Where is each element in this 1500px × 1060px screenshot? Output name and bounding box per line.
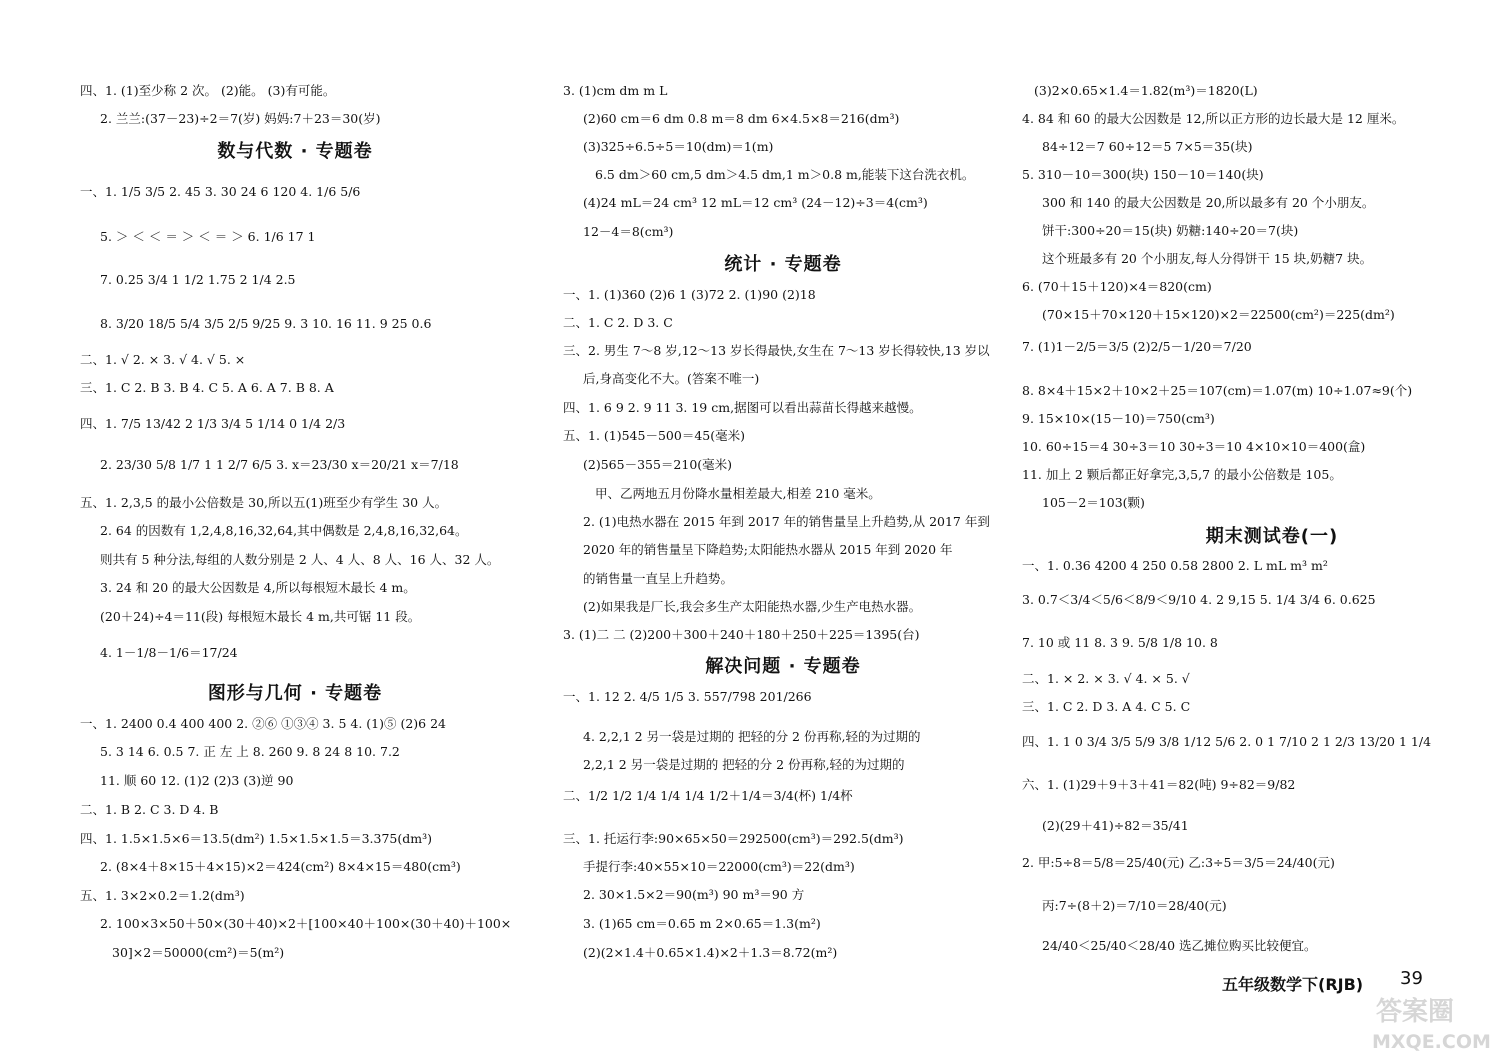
answer-line: 三、1. 托运行李:90×65×50＝292500(cm³)＝292.5(dm³): [563, 831, 904, 846]
answer-line: 2. 甲:5÷8＝5/8＝25/40(元) 乙:3÷5＝3/5＝24/40(元): [1022, 855, 1335, 870]
answer-line: 三、1. C 2. B 3. B 4. C 5. A 6. A 7. B 8. A: [80, 380, 334, 395]
answer-line: 五、1. (1)545－500＝45(毫米): [563, 428, 745, 443]
answer-line: 丙:7÷(8＋2)＝7/10＝28/40(元): [1042, 898, 1227, 913]
answer-line: 四、1. 1 0 3/4 3/5 5/9 3/8 1/12 5/6 2. 0 1 7/10 2 1 2/3 13/20 1 1/4: [1022, 734, 1432, 749]
answer-line: 这个班最多有 20 个小朋友,每人分得饼干 15 块,奶糖7 块。: [1042, 251, 1373, 266]
answer-line: 二、1. C 2. D 3. C: [563, 315, 673, 330]
answer-line: 9. 15×10×(15－10)＝750(cm³): [1022, 411, 1215, 426]
answer-line: 12－4＝8(cm³): [583, 224, 674, 239]
answer-line: (2)如果我是厂长,我会多生产太阳能热水器,少生产电热水器。: [583, 599, 922, 614]
answer-line: 7. 10 或 11 8. 3 9. 5/8 1/8 10. 8: [1022, 635, 1218, 650]
section-heading: 图形与几何 · 专题卷: [207, 683, 383, 704]
answer-line: 2. 64 的因数有 1,2,4,8,16,32,64,其中偶数是 2,4,8,16,32,64。: [100, 523, 468, 538]
answer-line: (2)565－355＝210(毫米): [583, 457, 733, 472]
watermark-top: 答案圈: [1376, 997, 1455, 1027]
answer-line: 5. 310－10＝300(块) 150－10＝140(块): [1022, 167, 1264, 182]
section-heading: 统计 · 专题卷: [724, 254, 842, 275]
answer-line: 饼干:300÷20＝15(块) 奶糖:140÷20＝7(块): [1042, 223, 1299, 238]
answer-line: 4. 84 和 60 的最大公因数是 12,所以正方形的边长最大是 12 厘米。: [1022, 111, 1405, 126]
answer-line: 7. 0.25 3/4 1 1/2 1.75 2 1/4 2.5: [100, 272, 296, 287]
answer-line: 3. (1)cm dm m L: [563, 83, 668, 98]
watermark-bottom: MXQE.COM: [1372, 1031, 1491, 1053]
answer-line: 二、1. × 2. × 3. √ 4. × 5. √: [1022, 671, 1190, 686]
answer-line: 2,2,1 2 另一袋是过期的 把轻的分 2 份再称,轻的为过期的: [583, 757, 905, 772]
answer-line: 8. 3/20 18/5 5/4 3/5 2/5 9/25 9. 3 10. 16 11. 9 25 0.6: [100, 316, 432, 331]
answer-line: 三、1. C 2. D 3. A 4. C 5. C: [1022, 699, 1191, 714]
answer-line: 3. 24 和 20 的最大公因数是 4,所以每根短木最长 4 m。: [100, 580, 416, 595]
answer-line: 3. (1)二 二 (2)200＋300＋240＋180＋250＋225＝1395(台): [563, 627, 920, 642]
answer-line: 105－2＝103(颗): [1042, 495, 1145, 510]
answer-line: 6. (70＋15＋120)×4＝820(cm): [1022, 279, 1212, 294]
answer-line: 84÷12＝7 60÷12＝5 7×5＝35(块): [1042, 139, 1253, 154]
answer-line: 三、2. 男生 7～8 岁,12～13 岁长得最快,女生在 7～13 岁长得较快,13 岁以: [563, 343, 990, 358]
answer-line: 五、1. 3×2×0.2＝1.2(dm³): [80, 888, 245, 903]
answer-line: 二、1/2 1/2 1/4 1/4 1/4 1/2＋1/4＝3/4(杯) 1/4杯: [563, 788, 853, 803]
answer-line: 4. 1－1/8－1/6＝17/24: [100, 645, 238, 660]
answer-line: 则共有 5 种分法,每组的人数分别是 2 人、4 人、8 人、16 人、32 人。: [100, 552, 500, 567]
answer-line: 2020 年的销售量呈下降趋势;太阳能热水器从 2015 年到 2020 年: [583, 542, 953, 557]
answer-line: 一、1. 0.36 4200 4 250 0.58 2800 2. L mL m³ m²: [1022, 558, 1328, 573]
answer-line: 六、1. (1)29＋9＋3＋41＝82(吨) 9÷82＝9/82: [1022, 777, 1296, 792]
answer-line: 2. 23/30 5/8 1/7 1 1 2/7 6/5 3. x＝23/30 x＝20/21 x＝7/18: [100, 457, 459, 472]
section-heading: 期末测试卷(一): [1205, 526, 1339, 547]
answer-line: 11. 顺 60 12. (1)2 (2)3 (3)逆 90: [100, 773, 294, 788]
answer-line: (2)60 cm＝6 dm 0.8 m＝8 dm 6×4.5×8＝216(dm³): [583, 111, 900, 126]
answer-line: 的销售量一直呈上升趋势。: [583, 571, 734, 586]
answer-line: 后,身高变化不大。(答案不唯一): [583, 371, 760, 386]
answer-line: 四、1. 1.5×1.5×6＝13.5(dm²) 1.5×1.5×1.5＝3.375(dm³): [80, 831, 432, 846]
answer-line: 2. (1)电热水器在 2015 年到 2017 年的销售量呈上升趋势,从 2017 年到: [583, 514, 990, 529]
answer-line: 四、1. 6 9 2. 9 11 3. 19 cm,据图可以看出蒜苗长得越来越慢。: [563, 400, 922, 415]
answer-line: (3)325÷6.5÷5＝10(dm)＝1(m): [583, 139, 774, 154]
answer-line: 一、1. (1)360 (2)6 1 (3)72 2. (1)90 (2)18: [563, 287, 816, 302]
answer-line: 300 和 140 的最大公因数是 20,所以最多有 20 个小朋友。: [1042, 195, 1375, 210]
answer-line: 30]×2＝50000(cm²)＝5(m²): [112, 945, 285, 960]
answer-line: 10. 60÷15＝4 30÷3＝10 30÷3＝10 4×10×10＝400(盒): [1022, 439, 1366, 454]
answer-line: 3. 0.7＜3/4＜5/6＜8/9＜9/10 4. 2 9,15 5. 1/4 3/4 6. 0.625: [1022, 592, 1376, 607]
answer-line: 24/40＜25/40＜28/40 选乙摊位购买比较便宜。: [1042, 938, 1317, 953]
answer-line: 6.5 dm＞60 cm,5 dm＞4.5 dm,1 m＞0.8 m,能装下这台洗衣机。: [595, 167, 975, 182]
answer-line: (4)24 mL＝24 cm³ 12 mL＝12 cm³ (24－12)÷3＝4(cm³): [583, 195, 928, 210]
section-heading: 数与代数 · 专题卷: [217, 141, 373, 162]
answer-line: 一、1. 2400 0.4 400 400 2. ②⑥ ①③④ 3. 5 4. (1)⑤ (2)6 24: [80, 716, 446, 731]
answer-line: (3)2×0.65×1.4＝1.82(m³)＝1820(L): [1034, 83, 1258, 98]
answer-line: (2)(2×1.4＋0.65×1.4)×2＋1.3＝8.72(m²): [583, 945, 838, 960]
answer-line: 四、1. (1)至少称 2 次。 (2)能。 (3)有可能。: [80, 83, 336, 98]
answer-line: 5. ＞ ＜ ＜ ＝ ＞ ＜ ＝ ＞ 6. 1/6 17 1: [100, 229, 316, 244]
answer-line: 4. 2,2,1 2 另一袋是过期的 把轻的分 2 份再称,轻的为过期的: [583, 729, 921, 744]
answer-line: 甲、乙两地五月份降水量相差最大,相差 210 毫米。: [595, 486, 881, 501]
answer-line: 五、1. 2,3,5 的最小公倍数是 30,所以五(1)班至少有学生 30 人。: [80, 495, 448, 510]
answer-line: 8. 8×4＋15×2＋10×2＋25＝107(cm)＝1.07(m) 10÷1.07≈9(个): [1022, 383, 1413, 398]
answer-line: 2. 100×3×50＋50×(30＋40)×2＋[100×40＋100×(30＋40)＋100×: [100, 916, 512, 931]
answer-line: (70×15＋70×120＋15×120)×2＝22500(cm²)＝225(dm²): [1042, 307, 1395, 322]
answer-line: 3. (1)65 cm＝0.65 m 2×0.65＝1.3(m²): [583, 916, 821, 931]
answer-line: 二、1. √ 2. × 3. √ 4. √ 5. ×: [80, 352, 246, 367]
answer-line: 7. (1)1－2/5＝3/5 (2)2/5－1/20＝7/20: [1022, 339, 1252, 354]
answer-line: 一、1. 1/5 3/5 2. 45 3. 30 24 6 120 4. 1/6 5/6: [80, 184, 361, 199]
page-number: 39: [1400, 968, 1423, 989]
answer-line: 2. (8×4＋8×15＋4×15)×2＝424(cm²) 8×4×15＝480(cm³): [100, 859, 461, 874]
watermark-logo: [1370, 992, 1495, 1054]
answer-line: 手提行李:40×55×10＝22000(cm³)＝22(dm³): [583, 859, 855, 874]
answer-line: (2)(29＋41)÷82＝35/41: [1042, 818, 1189, 833]
answer-line: 2. 30×1.5×2＝90(m³) 90 m³＝90 方: [583, 887, 805, 902]
answer-line: 11. 加上 2 颗后都正好拿完,3,5,7 的最小公倍数是 105。: [1022, 467, 1342, 482]
answer-line: 二、1. B 2. C 3. D 4. B: [80, 802, 219, 817]
answer-line: 四、1. 7/5 13/42 2 1/3 3/4 5 1/14 0 1/4 2/3: [80, 416, 346, 431]
answer-line: 2. 兰兰:(37－23)÷2＝7(岁) 妈妈:7＋23＝30(岁): [100, 111, 381, 126]
section-heading: 解决问题 · 专题卷: [705, 656, 861, 677]
book-title-footer: 五年级数学下(RJB): [1222, 975, 1364, 994]
answer-line: (20＋24)÷4＝11(段) 每根短木最长 4 m,共可锯 11 段。: [100, 609, 421, 624]
answer-line: 一、1. 12 2. 4/5 1/5 3. 557/798 201/266: [563, 689, 812, 704]
answer-line: 5. 3 14 6. 0.5 7. 正 左 上 8. 260 9. 8 24 8 10. 7.2: [100, 744, 400, 759]
